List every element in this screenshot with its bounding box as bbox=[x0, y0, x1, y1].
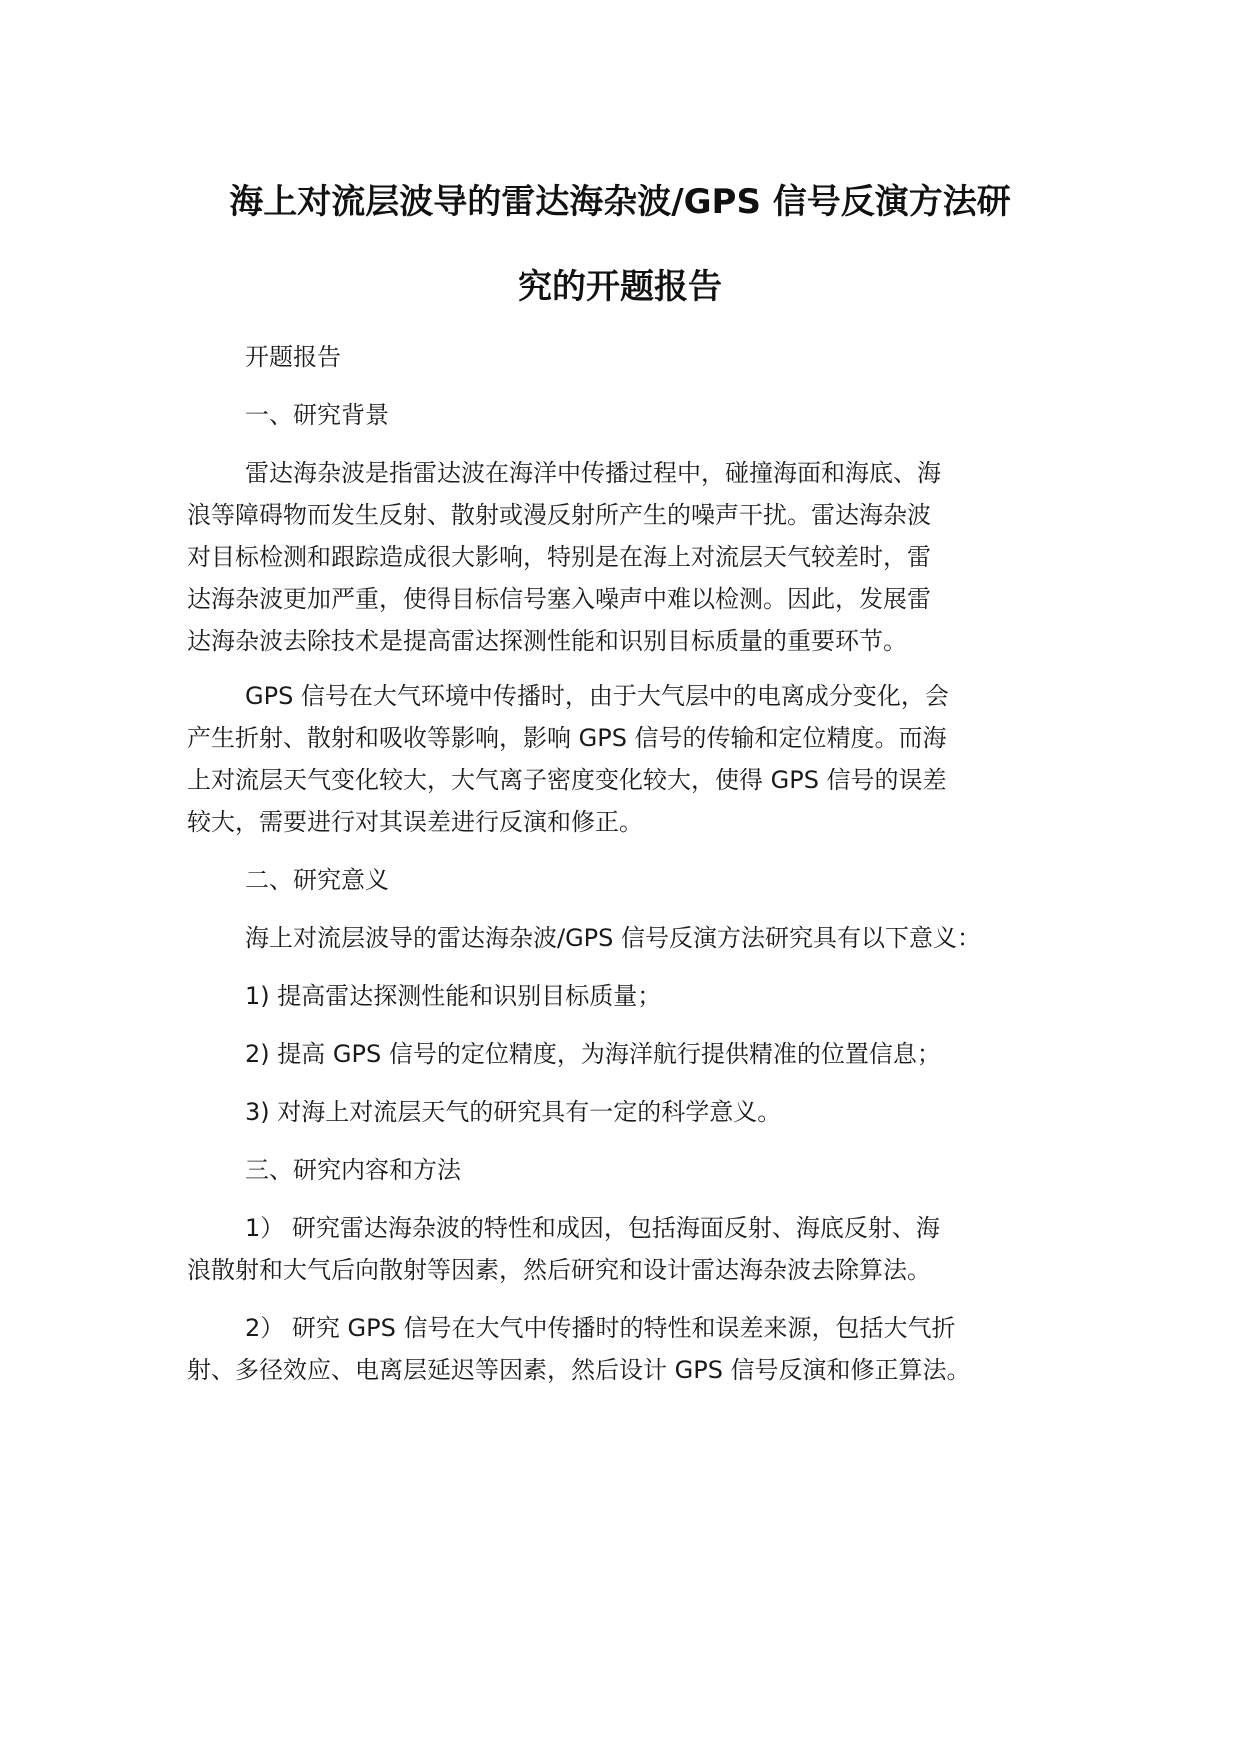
paragraph-line: 上对流层天气变化较大，大气离子密度变化较大，使得 GPS 信号的误差 bbox=[187, 766, 947, 794]
paragraph-line: 产生折射、散射和吸收等影响，影响 GPS 信号的传输和定位精度。而海 bbox=[187, 724, 947, 752]
paragraph-line: 对目标检测和跟踪造成很大影响，特别是在海上对流层天气较差时，雷 bbox=[187, 543, 931, 571]
paragraph-line: 2） 研究 GPS 信号在大气中传播时的特性和误差来源，包括大气折 bbox=[245, 1314, 956, 1342]
paragraph-line: 达海杂波更加严重，使得目标信号塞入噪声中难以检测。因此，发展雷 bbox=[187, 585, 931, 613]
heading-research-content-methods: 三、研究内容和方法 bbox=[245, 1156, 461, 1184]
heading-research-background: 一、研究背景 bbox=[245, 401, 389, 429]
paragraph-line: 射、多径效应、电离层延迟等因素，然后设计 GPS 信号反演和修正算法。 bbox=[187, 1356, 971, 1384]
paragraph-line: 浪等障碍物而发生反射、散射或漫反射所产生的噪声干扰。雷达海杂波 bbox=[187, 501, 931, 529]
paragraph-line: 海上对流层波导的雷达海杂波/GPS 信号反演方法研究具有以下意义： bbox=[245, 924, 982, 952]
list-item: 1) 提高雷达探测性能和识别目标质量； bbox=[245, 982, 662, 1010]
list-item: 3) 对海上对流层天气的研究具有一定的科学意义。 bbox=[245, 1098, 782, 1126]
list-item: 2) 提高 GPS 信号的定位精度，为海洋航行提供精准的位置信息； bbox=[245, 1040, 941, 1068]
paragraph-line: 达海杂波去除技术是提高雷达探测性能和识别目标质量的重要环节。 bbox=[187, 627, 907, 655]
paragraph-line: GPS 信号在大气环境中传播时，由于大气层中的电离成分变化，会 bbox=[245, 682, 949, 710]
paragraph-line: 1） 研究雷达海杂波的特性和成因，包括海面反射、海底反射、海 bbox=[245, 1214, 940, 1242]
paragraph-line: 较大，需要进行对其误差进行反演和修正。 bbox=[187, 808, 643, 836]
document-title-line-1: 海上对流层波导的雷达海杂波/GPS 信号反演方法研 bbox=[229, 182, 1011, 222]
paragraph-line: 浪散射和大气后向散射等因素，然后研究和设计雷达海杂波去除算法。 bbox=[187, 1256, 931, 1284]
section-label-opening-report: 开题报告 bbox=[245, 343, 341, 371]
paragraph-line: 雷达海杂波是指雷达波在海洋中传播过程中，碰撞海面和海底、海 bbox=[245, 459, 941, 487]
document-title-line-2: 究的开题报告 bbox=[518, 267, 722, 307]
heading-research-significance: 二、研究意义 bbox=[245, 866, 389, 894]
